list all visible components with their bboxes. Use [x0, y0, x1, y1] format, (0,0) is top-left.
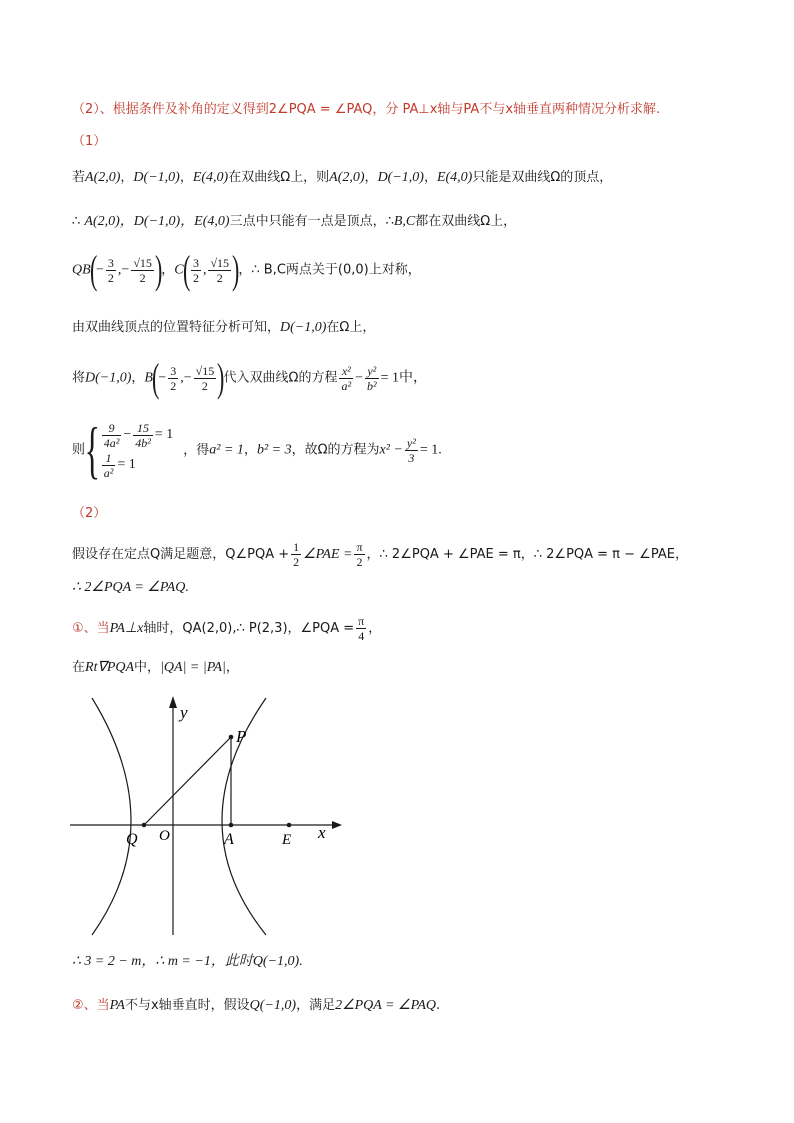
num: 1 [102, 451, 116, 466]
solution-part1-heading [72, 132, 106, 152]
num: y² [406, 435, 416, 450]
equation-1 [100, 420, 174, 450]
eq: = 1. [419, 442, 442, 458]
label-O: O [159, 828, 170, 844]
text-seg: ， [368, 621, 382, 636]
line-equation-system: 则{ $\frac{9}{\text{4a²}}$ − $\frac{15}{\text{4b²}}$ = 1 $\frac{1}{\text{a²}}$ = 1 ，得a² = 1，b² = 3，故Ω的方程为x² − $\frac{\text{y²}}{3}$ = 1. [72, 418, 442, 483]
analysis-part2-line [72, 100, 660, 120]
comma: , [202, 262, 207, 278]
therefore: ∴ [72, 214, 81, 229]
fraction [194, 364, 217, 393]
num: √15 [210, 255, 230, 270]
den: 4a² [103, 435, 120, 450]
label-E: E [282, 832, 292, 848]
y-axis-arrow [169, 696, 177, 708]
num: 3 [170, 363, 177, 378]
math-seg: |QA| = |PA| [160, 660, 226, 675]
num: √15 [195, 363, 215, 378]
fraction [339, 364, 353, 393]
heading-text: （2） [72, 506, 107, 521]
num: π [356, 540, 363, 554]
text-seg: 若 [72, 170, 86, 185]
text-seg: ，得 [183, 442, 210, 458]
den: 4b² [135, 435, 151, 450]
fraction [168, 364, 178, 393]
den: a² [341, 378, 352, 393]
text-seg: ， [364, 170, 378, 185]
point-B-label: B [82, 262, 91, 278]
x-axis-arrow [332, 821, 342, 829]
label-A: A [224, 831, 234, 848]
num: 15 [133, 421, 153, 436]
line-right-triangle [72, 658, 239, 678]
den: 2 [139, 270, 146, 285]
den: 2 [107, 270, 114, 285]
fraction [131, 256, 154, 285]
den: 2 [216, 270, 223, 285]
text-seg: 不与x轴垂直时，假设 [124, 998, 250, 1013]
num: y² [365, 364, 379, 379]
math-seg: Rt∇PQA [85, 660, 135, 675]
math-E: E(4,0) [436, 170, 473, 185]
text-seg: . [436, 998, 441, 1013]
text-seg: ， [423, 170, 437, 185]
point-A [229, 823, 234, 828]
math-D: D(−1,0) [280, 320, 327, 335]
solution-part2-heading [72, 504, 106, 524]
text-seg: 三点中只能有一点是顶点，∴ [229, 214, 394, 229]
because-symbol: Q [72, 262, 83, 278]
point-E [287, 823, 292, 828]
text-seg: 在Ω上， [326, 320, 376, 335]
math-a2: a² = 1 [209, 442, 244, 458]
label-Q: Q [126, 831, 138, 848]
text-seg: 在双曲线Ω上，则 [228, 170, 330, 185]
line-case1-result [72, 952, 303, 972]
label-x: x [318, 823, 326, 842]
math-seg: PA [109, 998, 125, 1013]
math-A: A(2,0) [85, 170, 121, 185]
text-seg: 只能是双曲线Ω的顶点， [472, 170, 613, 185]
math-D: D(−1,0) [133, 170, 180, 185]
text-seg: 轴时，QA(2,0),∴ P(2,3)，∠PQA = [143, 621, 355, 636]
math-x2: x² − [379, 442, 403, 458]
fraction [365, 364, 379, 393]
text-seg: 在 [72, 660, 86, 675]
comma: ,− [117, 262, 130, 278]
text-seg: 假设存在定点Q满足题意，Q∠PQA + [72, 547, 290, 562]
math-D: D(−1,0) [85, 370, 132, 386]
den: 2 [293, 555, 300, 569]
text-seg: 都在双曲线Ω上， [415, 214, 517, 229]
line-assume-Q [72, 538, 688, 572]
den: a² [103, 465, 114, 480]
fraction [191, 256, 201, 285]
point-Q [142, 823, 147, 828]
math-b2: b² = 3 [256, 442, 292, 458]
eq: = 1 [117, 457, 136, 472]
text-seg: ，故Ω的方程为 [291, 442, 380, 458]
math-D: D(−1,0) [377, 170, 424, 185]
line-vertex-check [72, 168, 612, 188]
num: 9 [102, 421, 122, 436]
line-substitute: 将D(−1,0)，B(− $\frac{3}{2}$ ,− $\frac{√15}{2}$ )代入双曲线Ω的方程 $\frac{\text{x²}}{\text{a²}}$ − $\frac{\text{y²}}{\text{b²}}$ = 1中， [72, 355, 428, 400]
minus: − [96, 262, 104, 278]
point-P [229, 735, 234, 740]
text-seg: ，满足 [296, 998, 336, 1013]
num: 3 [107, 255, 114, 270]
minus: − [158, 370, 167, 386]
point-C-label: C [174, 262, 184, 278]
text-seg: 代入双曲线Ω的方程 [223, 370, 338, 386]
den: b² [367, 378, 377, 393]
fraction [106, 256, 116, 285]
math-seg: PA⊥x [109, 621, 144, 636]
text-seg: ， [131, 370, 145, 386]
minus: − [123, 427, 132, 442]
math-points: A(2,0)，D(−1,0)，E(4,0) [84, 214, 230, 229]
text-seg: 则 [72, 442, 86, 458]
sep: ， [161, 262, 175, 278]
text-seg: = 1中， [380, 370, 428, 386]
math-seg: Q(−1,0) [249, 998, 297, 1013]
den: 2 [356, 555, 363, 569]
math-BC: B,C [393, 214, 416, 229]
text-seg: ，∴ B,C两点关于(0,0)上对称， [238, 262, 421, 278]
math-A: A(2,0) [329, 170, 365, 185]
num: 1 [293, 540, 300, 554]
text-seg: ， [120, 170, 134, 185]
hyperbola-left-branch [92, 698, 131, 935]
math-seg: ∠PAE = [303, 547, 353, 562]
label-P: P [236, 727, 247, 746]
line-BC-coordinates: QB(− $\frac{3}{2}$ ,− $\frac{√15}{2}$ )，C( $\frac{3}{2}$ , $\frac{√15}{2}$ )，∴ B,C两点关于(0,0)上对称， [72, 247, 421, 292]
point-B-label: B [144, 370, 153, 386]
den: 3 [408, 450, 415, 465]
label-y: y [180, 703, 188, 722]
text-seg: 将 [72, 370, 86, 386]
segment-QP [144, 737, 231, 825]
case-marker: ①、当 [72, 621, 110, 636]
line-angle-relation [72, 578, 189, 598]
line-case2 [72, 996, 440, 1016]
minus: − [355, 370, 363, 386]
math-seg: ∴ 3 = 2 − m，∴ m = −1，此时Q(−1,0). [72, 954, 303, 969]
math-E: E(4,0) [192, 170, 229, 185]
num: √15 [133, 255, 152, 270]
text-seg: ， [179, 170, 193, 185]
comma: ,− [180, 370, 192, 386]
text-seg: ， [243, 442, 257, 458]
text-seg: ，∴ 2∠PQA + ∠PAE = π，∴ 2∠PQA = π − ∠PAE， [366, 547, 688, 562]
den: 2 [201, 378, 208, 393]
heading-text: （1） [72, 134, 107, 149]
analysis-text: （2）、根据条件及补角的定义得到2∠PQA = ∠PAQ，分 PA⊥x轴与PA不与x轴垂直两种情况分析求解. [72, 102, 661, 117]
num: 3 [192, 255, 199, 270]
hyperbola-figure [60, 690, 350, 940]
num: x² [339, 364, 353, 379]
line-case1 [72, 612, 381, 646]
case-marker: ②、当 [72, 998, 110, 1013]
den: 2 [170, 378, 177, 393]
den: 2 [192, 270, 199, 285]
text-seg: 中， [134, 660, 161, 675]
fraction [208, 256, 231, 285]
den: 4 [358, 629, 365, 643]
text-seg: ， [225, 660, 239, 675]
num: π [358, 614, 365, 628]
math-seg: 2∠PQA = ∠PAQ [335, 998, 436, 1013]
line-one-vertex [72, 212, 516, 232]
equation-system [100, 420, 174, 480]
math-seg: ∴ 2∠PQA = ∠PAQ. [72, 580, 189, 595]
line-vertex-position [72, 318, 375, 338]
eq: = 1 [154, 427, 174, 442]
text-seg: 由双曲线顶点的位置特征分析可知， [72, 320, 281, 335]
